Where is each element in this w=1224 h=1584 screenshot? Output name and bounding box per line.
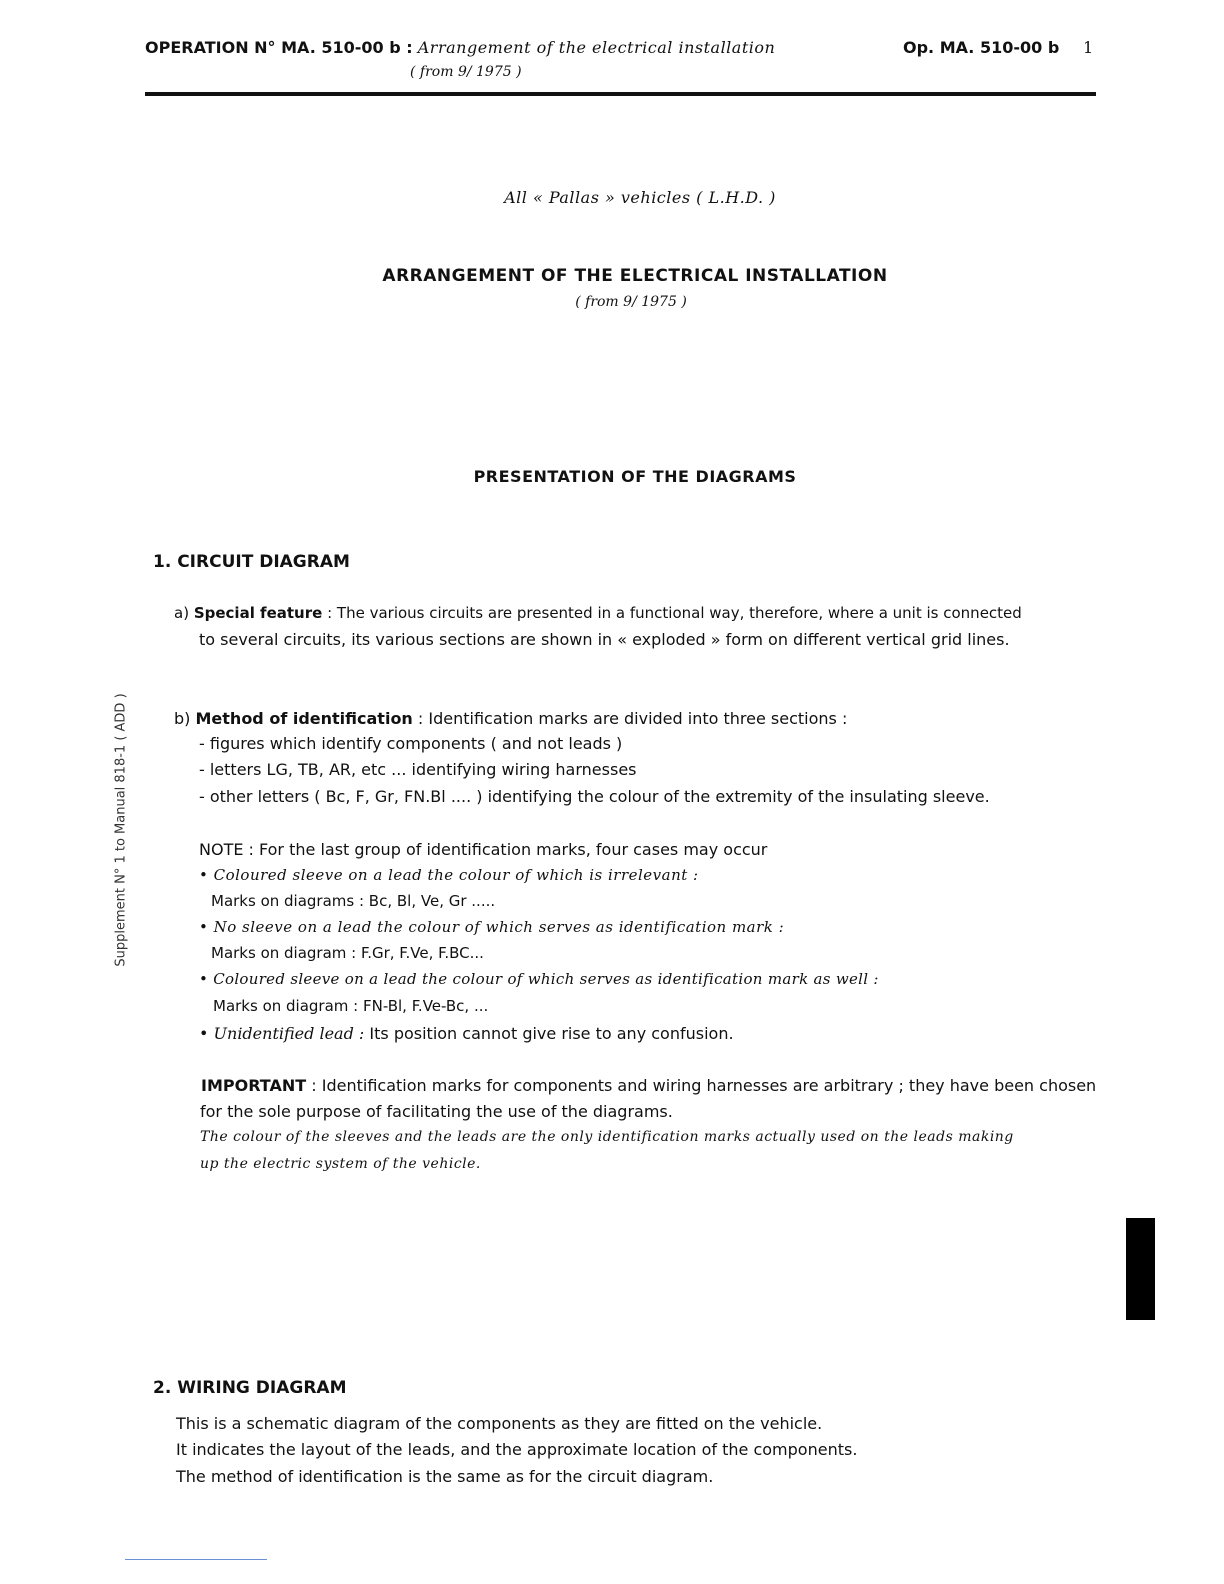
case-marks: Marks on diagram : F.Gr, F.Ve, F.BC... xyxy=(211,944,484,962)
unidentified-lead-text: Its position cannot give rise to any confusion. xyxy=(369,1024,734,1043)
case-title: • Coloured sleeve on a lead the colour of which serves as identification mark as well : xyxy=(199,970,879,988)
special-feature-label: Special feature xyxy=(193,604,323,622)
special-feature-continuation: to several circuits, its various sections are shown in « exploded » form on different vertical grid lines. xyxy=(199,630,1010,649)
method-identification-line xyxy=(174,709,847,728)
wiring-line: The method of identification is the same as for the circuit diagram. xyxy=(176,1467,714,1486)
main-title: ARRANGEMENT OF THE ELECTRICAL INSTALLATION xyxy=(382,266,888,286)
identification-item: - letters LG, TB, AR, etc ... identifying wiring harnesses xyxy=(199,760,637,779)
item-b-prefix: b) xyxy=(174,709,191,728)
margin-marker-bar xyxy=(1126,1218,1155,1320)
note-line: NOTE : For the last group of identification marks, four cases may occur xyxy=(199,840,768,859)
identification-item: - other letters ( Bc, F, Gr, FN.Bl .... ) identifying the colour of the extremity of the insulating sleeve. xyxy=(199,787,990,806)
method-identification-label: Method of identification xyxy=(195,709,413,728)
unidentified-lead-title: • Unidentified lead : xyxy=(199,1024,365,1043)
important-label: IMPORTANT xyxy=(201,1076,307,1095)
case-marks: Marks on diagram : FN-Bl, F.Ve-Bc, ... xyxy=(213,997,489,1015)
wiring-line: It indicates the layout of the leads, and the approximate location of the components. xyxy=(176,1440,858,1459)
wiring-line: This is a schematic diagram of the components as they are fitted on the vehicle. xyxy=(176,1414,823,1433)
method-identification-text: : Identification marks are divided into three sections : xyxy=(417,709,848,728)
operation-title: Arrangement of the electrical installation xyxy=(417,38,776,57)
unidentified-lead-line xyxy=(199,1024,734,1043)
identification-item: - figures which identify components ( and not leads ) xyxy=(199,734,623,753)
operation-date: ( from 9/ 1975 ) xyxy=(410,64,522,80)
special-feature-text: : The various circuits are presented in a functional way, therefore, where a unit is connected xyxy=(327,604,1022,622)
case-title: • Coloured sleeve on a lead the colour of which is irrelevant : xyxy=(199,866,699,884)
important-text: : Identification marks for components and wiring harnesses are arbitrary ; they have been chosen xyxy=(311,1076,1097,1095)
main-date: ( from 9/ 1975 ) xyxy=(575,294,687,310)
case-title: • No sleeve on a lead the colour of which serves as identification mark : xyxy=(199,918,785,936)
wiring-diagram-heading: 2. WIRING DIAGRAM xyxy=(153,1378,347,1398)
supplement-sidebar-text: Supplement N° 1 to Manual 818-1 ( ADD ) xyxy=(113,693,129,967)
header-left xyxy=(145,38,775,57)
important-line xyxy=(201,1076,1096,1095)
vehicle-subtitle: All « Pallas » vehicles ( L.H.D. ) xyxy=(504,188,776,207)
important-italic-note: The colour of the sleeves and the leads are the only identification marks actually used on the leads making xyxy=(200,1129,1014,1145)
case-marks: Marks on diagrams : Bc, Bl, Ve, Gr ..... xyxy=(211,892,496,910)
special-feature-line xyxy=(174,604,1022,622)
operation-label: OPERATION N° MA. 510-00 b : xyxy=(145,38,413,57)
important-continuation: for the sole purpose of facilitating the use of the diagrams. xyxy=(200,1102,673,1121)
header-rule xyxy=(145,92,1096,96)
section-heading: PRESENTATION OF THE DIAGRAMS xyxy=(473,467,797,486)
important-italic-note: up the electric system of the vehicle. xyxy=(200,1156,481,1172)
circuit-diagram-heading: 1. CIRCUIT DIAGRAM xyxy=(153,552,350,572)
item-a-prefix: a) xyxy=(174,604,190,622)
operation-reference: Op. MA. 510-00 b xyxy=(903,38,1060,57)
footer-line xyxy=(125,1559,267,1560)
page-number: 1 xyxy=(1083,38,1094,57)
